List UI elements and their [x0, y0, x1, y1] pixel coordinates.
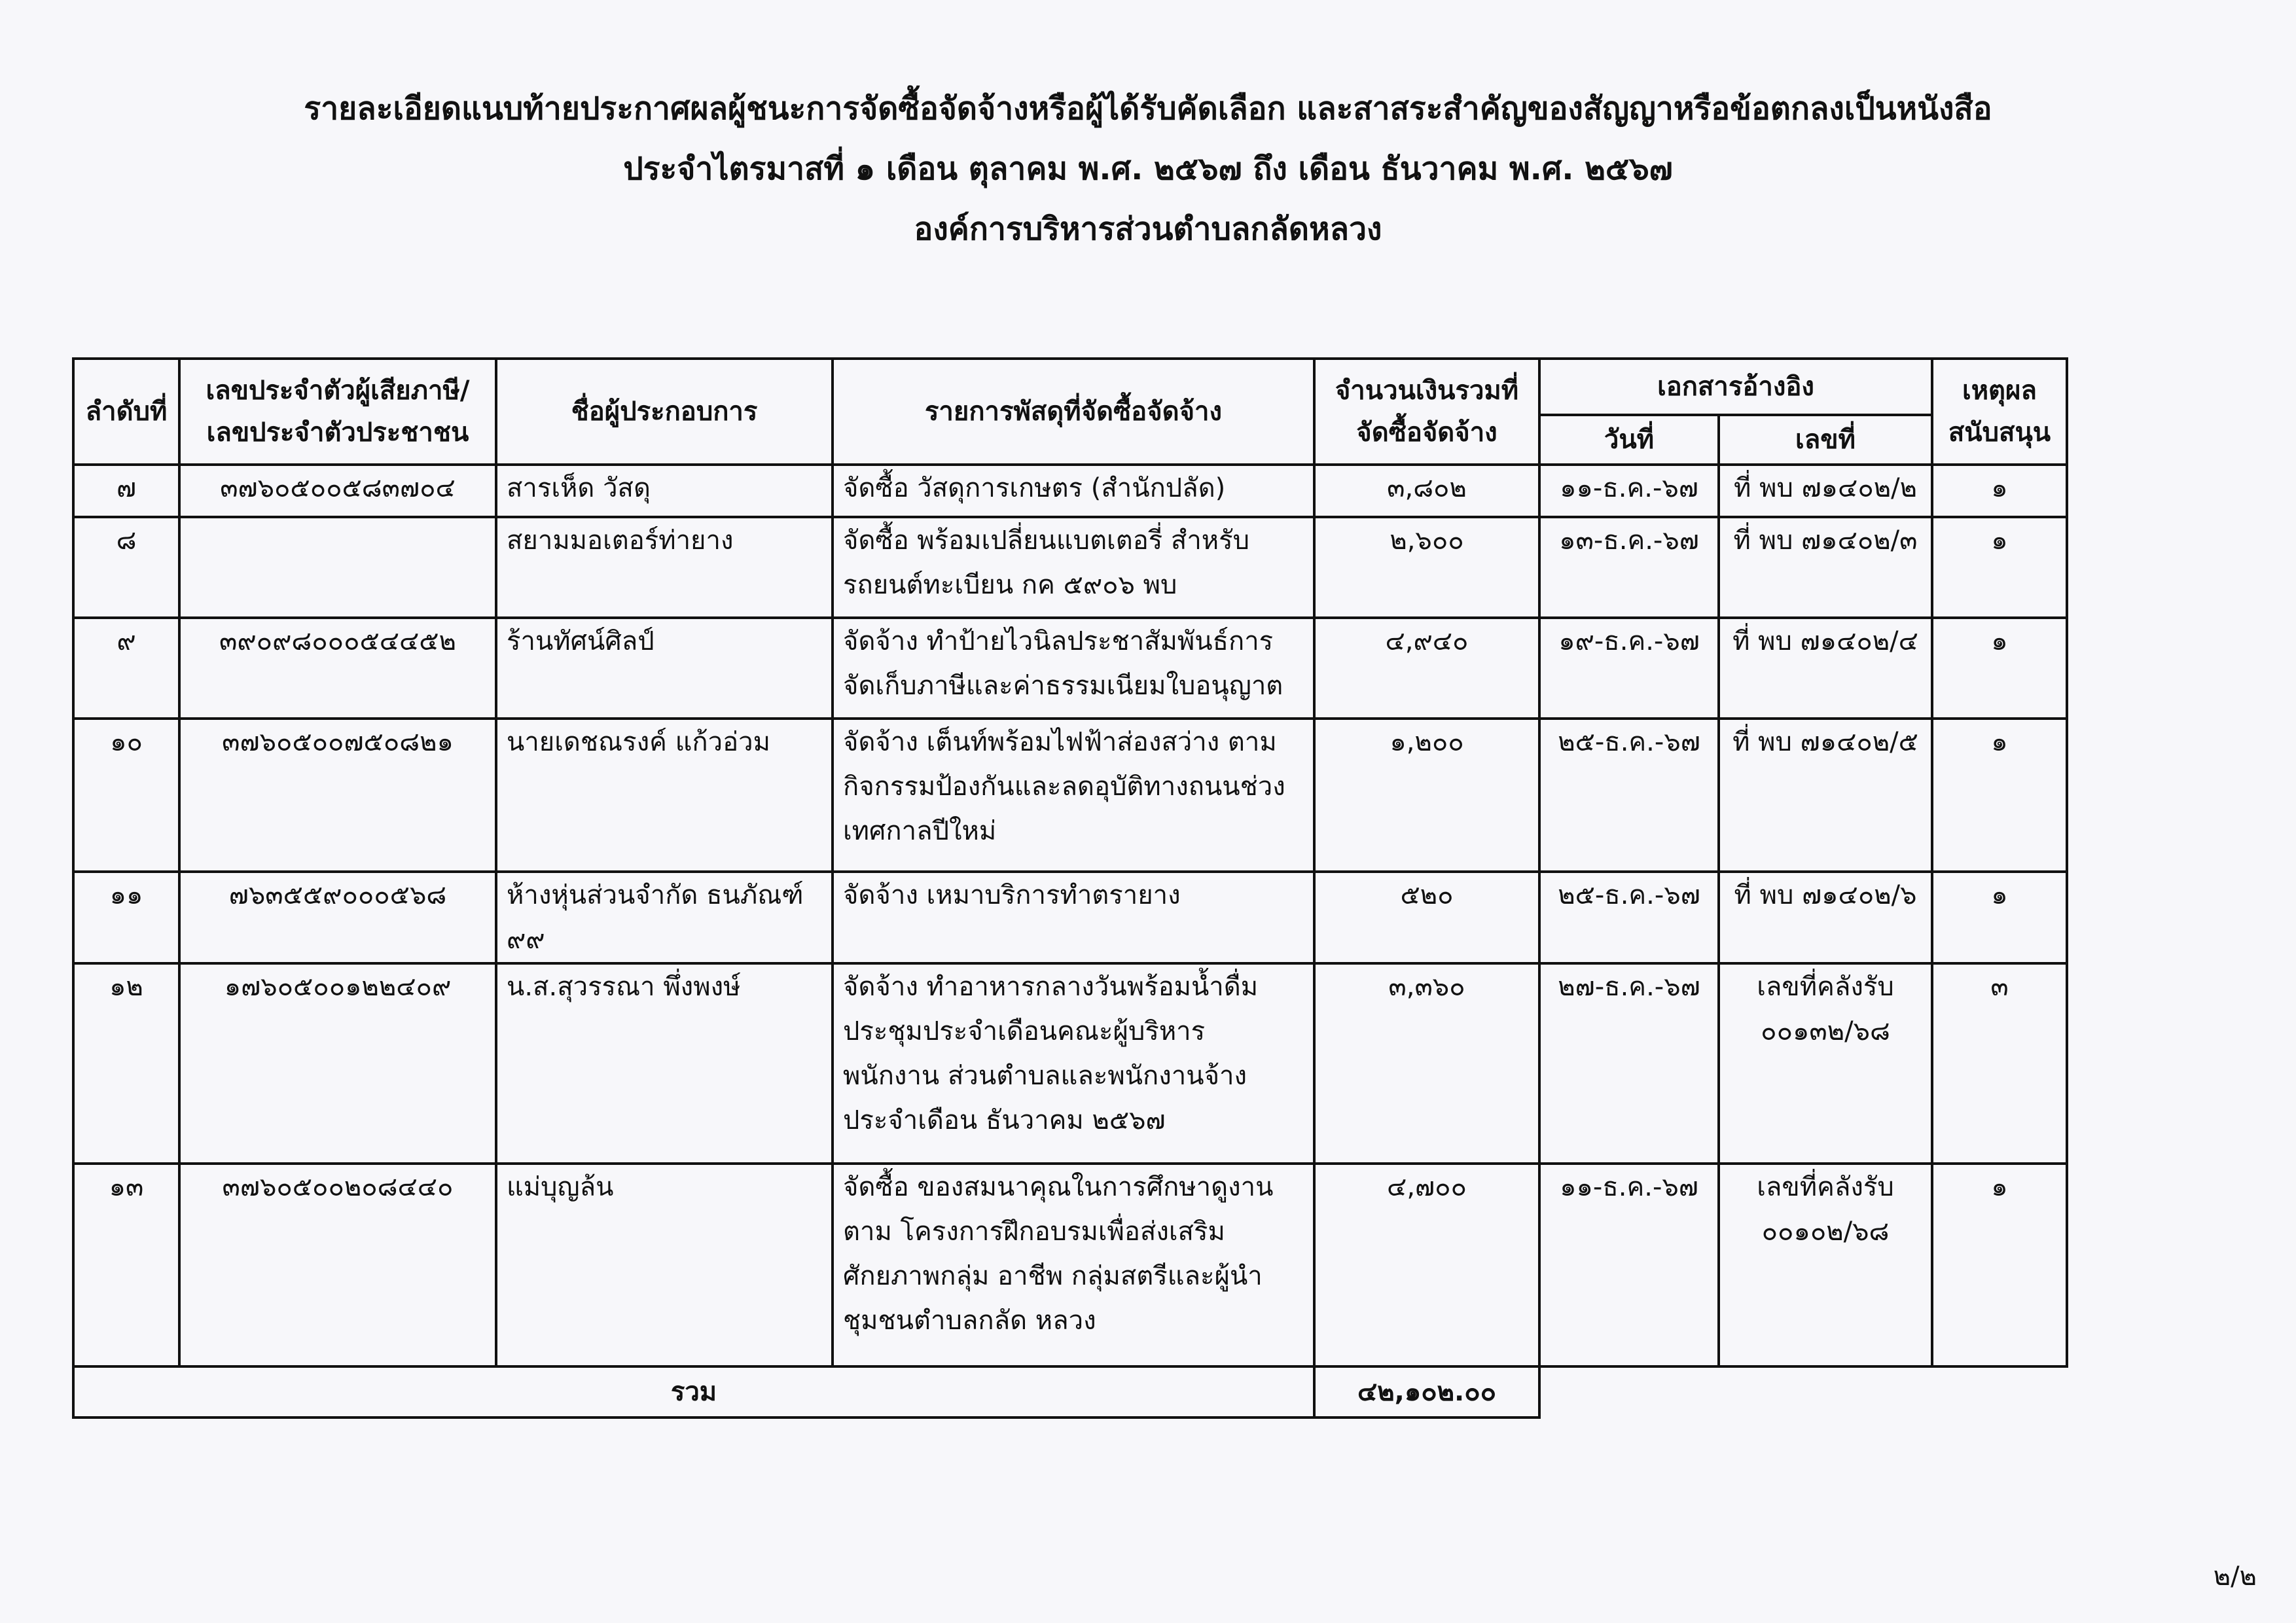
- cell-reason: ๑: [1932, 465, 2067, 517]
- cell-amount: ๓,๘๐๒: [1314, 465, 1539, 517]
- cell-no: ๑๒: [73, 963, 179, 1164]
- table-row: [73, 465, 2067, 517]
- cell-reason: ๓: [1932, 963, 2067, 1164]
- cell-ref-no: เลขที่คลังรับ ๐๐๑๐๒/๖๘: [1719, 1164, 1932, 1366]
- cell-ref-no: ที่ พบ ๗๑๔๐๒/๕: [1719, 719, 1932, 872]
- cell-tax-id: ๓๗๖๐๕๐๐๒๐๘๔๔๐: [179, 1164, 496, 1366]
- cell-date: ๑๓-ธ.ค.-๖๗: [1539, 517, 1719, 618]
- total-row: [73, 1366, 2067, 1418]
- header-organization: องค์การบริหารส่วนตำบลกลัดหลวง: [914, 211, 1382, 247]
- col-header-ref-no: เลขที่: [1719, 415, 1932, 465]
- cell-reason: ๑: [1932, 517, 2067, 618]
- table-row: [73, 872, 2067, 963]
- cell-vendor: ห้างหุ่นส่วนจำกัด ธนภัณฑ์ ๙๙: [496, 872, 833, 963]
- cell-vendor: สยามมอเตอร์ท่ายาง: [496, 517, 833, 618]
- cell-amount: ๓,๓๖๐: [1314, 963, 1539, 1164]
- document-header: [0, 79, 2296, 259]
- cell-vendor: สารเห็ด วัสดุ: [496, 465, 833, 517]
- cell-date: ๑๙-ธ.ค.-๖๗: [1539, 618, 1719, 719]
- cell-no: ๑๑: [73, 872, 179, 963]
- total-label: รวม: [73, 1366, 1314, 1418]
- cell-tax-id: ๓๗๖๐๕๐๐๗๕๐๘๒๑: [179, 719, 496, 872]
- cell-ref-no: ที่ พบ ๗๑๔๐๒/๔: [1719, 618, 1932, 719]
- header-title: รายละเอียดแนบท้ายประกาศผลผู้ชนะการจัดซื้อจัดจ้างหรือผู้ได้รับคัดเลือก และสาสระสำคัญของสัญญาหรือข้อตกลงเป็นหนังสือ: [304, 90, 1992, 127]
- cell-ref-no: ที่ พบ ๗๑๔๐๒/๖: [1719, 872, 1932, 963]
- col-header-reason: เหตุผล สนับสนุน: [1932, 359, 2067, 465]
- col-header-ref-date: วันที่: [1539, 415, 1719, 465]
- table-row: [73, 719, 2067, 872]
- cell-no: ๑๐: [73, 719, 179, 872]
- cell-no: ๑๓: [73, 1164, 179, 1366]
- cell-amount: ๔,๙๔๐: [1314, 618, 1539, 719]
- cell-tax-id: ๗๖๓๕๕๙๐๐๐๕๖๘: [179, 872, 496, 963]
- cell-reason: ๑: [1932, 1164, 2067, 1366]
- cell-tax-id: ๓๗๖๐๕๐๐๕๘๓๗๐๔: [179, 465, 496, 517]
- cell-no: ๙: [73, 618, 179, 719]
- cell-items: จัดจ้าง เหมาบริการทำตรายาง: [833, 872, 1314, 963]
- col-header-no: ลำดับที่: [73, 359, 179, 465]
- cell-amount: ๕๒๐: [1314, 872, 1539, 963]
- cell-no: ๗: [73, 465, 179, 517]
- cell-amount: ๔,๗๐๐: [1314, 1164, 1539, 1366]
- cell-tax-id: ๑๗๖๐๕๐๐๑๒๒๔๐๙: [179, 963, 496, 1164]
- table-row: [73, 517, 2067, 618]
- cell-reason: ๑: [1932, 719, 2067, 872]
- cell-date: ๑๑-ธ.ค.-๖๗: [1539, 465, 1719, 517]
- cell-amount: ๑,๒๐๐: [1314, 719, 1539, 872]
- col-header-vendor: ชื่อผู้ประกอบการ: [496, 359, 833, 465]
- cell-reason: ๑: [1932, 618, 2067, 719]
- cell-date: ๒๕-ธ.ค.-๖๗: [1539, 719, 1719, 872]
- cell-ref-no: ที่ พบ ๗๑๔๐๒/๒: [1719, 465, 1932, 517]
- cell-date: ๑๑-ธ.ค.-๖๗: [1539, 1164, 1719, 1366]
- cell-vendor: น.ส.สุวรรณา พึ่งพงษ์: [496, 963, 833, 1164]
- col-header-items: รายการพัสดุที่จัดซื้อจัดจ้าง: [833, 359, 1314, 465]
- col-header-amount: จำนวนเงินรวมที่ จัดซื้อจัดจ้าง: [1314, 359, 1539, 465]
- cell-vendor: แม่บุญล้น: [496, 1164, 833, 1366]
- cell-date: ๒๕-ธ.ค.-๖๗: [1539, 872, 1719, 963]
- cell-vendor: ร้านทัศน์ศิลป์: [496, 618, 833, 719]
- table-row: [73, 1164, 2067, 1366]
- cell-ref-no: ที่ พบ ๗๑๔๐๒/๓: [1719, 517, 1932, 618]
- col-header-ref: เอกสารอ้างอิง: [1539, 359, 1932, 415]
- table-row: [73, 963, 2067, 1164]
- cell-items: จัดจ้าง ทำป้ายไวนิลประชาสัมพันธ์การ จัดเก็บภาษีและค่าธรรมเนียมใบอนุญาต: [833, 618, 1314, 719]
- col-header-tax-id: เลขประจำตัวผู้เสียภาษี/ เลขประจำตัวประชาชน: [179, 359, 496, 465]
- cell-date: ๒๗-ธ.ค.-๖๗: [1539, 963, 1719, 1164]
- cell-vendor: นายเดชณรงค์ แก้วอ่วม: [496, 719, 833, 872]
- cell-reason: ๑: [1932, 872, 2067, 963]
- cell-no: ๘: [73, 517, 179, 618]
- total-blank: [1539, 1366, 2067, 1418]
- cell-items: จัดจ้าง เต็นท์พร้อมไฟฟ้าส่องสว่าง ตาม กิจกรรมป้องกันและลดอุบัติทางถนนช่วง เทศกาลปีใหม่: [833, 719, 1314, 872]
- cell-amount: ๒,๖๐๐: [1314, 517, 1539, 618]
- cell-tax-id: ๓๙๐๙๘๐๐๐๕๔๔๕๒: [179, 618, 496, 719]
- cell-tax-id: [179, 517, 496, 618]
- cell-items: จัดจ้าง ทำอาหารกลางวันพร้อมน้ำดื่ม ประชุมประจำเดือนคณะผู้บริหาร พนักงาน ส่วนตำบลและพนักงานจ้าง ประจำเดือน ธันวาคม ๒๕๖๗: [833, 963, 1314, 1164]
- procurement-table: [72, 357, 2068, 1419]
- cell-items: จัดซื้อ ของสมนาคุณในการศึกษาดูงาน ตาม โครงการฝึกอบรมเพื่อส่งเสริมศักยภาพกลุ่ม อาชีพ กลุ่มสตรีและผู้นำชุมชนตำบลกลัด หลวง: [833, 1164, 1314, 1366]
- table-row: [73, 618, 2067, 719]
- cell-ref-no: เลขที่คลังรับ ๐๐๑๓๒/๖๘: [1719, 963, 1932, 1164]
- total-value: ๔๒,๑๐๒.๐๐: [1314, 1366, 1539, 1418]
- cell-items: จัดซื้อ วัสดุการเกษตร (สำนักปลัด): [833, 465, 1314, 517]
- page-number: ๒/๒: [2213, 1561, 2257, 1592]
- header-period: ประจำไตรมาสที่ ๑ เดือน ตุลาคม พ.ศ. ๒๕๖๗ ถึง เดือน ธันวาคม พ.ศ. ๒๕๖๗: [623, 151, 1673, 187]
- cell-items: จัดซื้อ พร้อมเปลี่ยนแบตเตอรี่ สำหรับ รถยนต์ทะเบียน กค ๕๙๐๖ พบ: [833, 517, 1314, 618]
